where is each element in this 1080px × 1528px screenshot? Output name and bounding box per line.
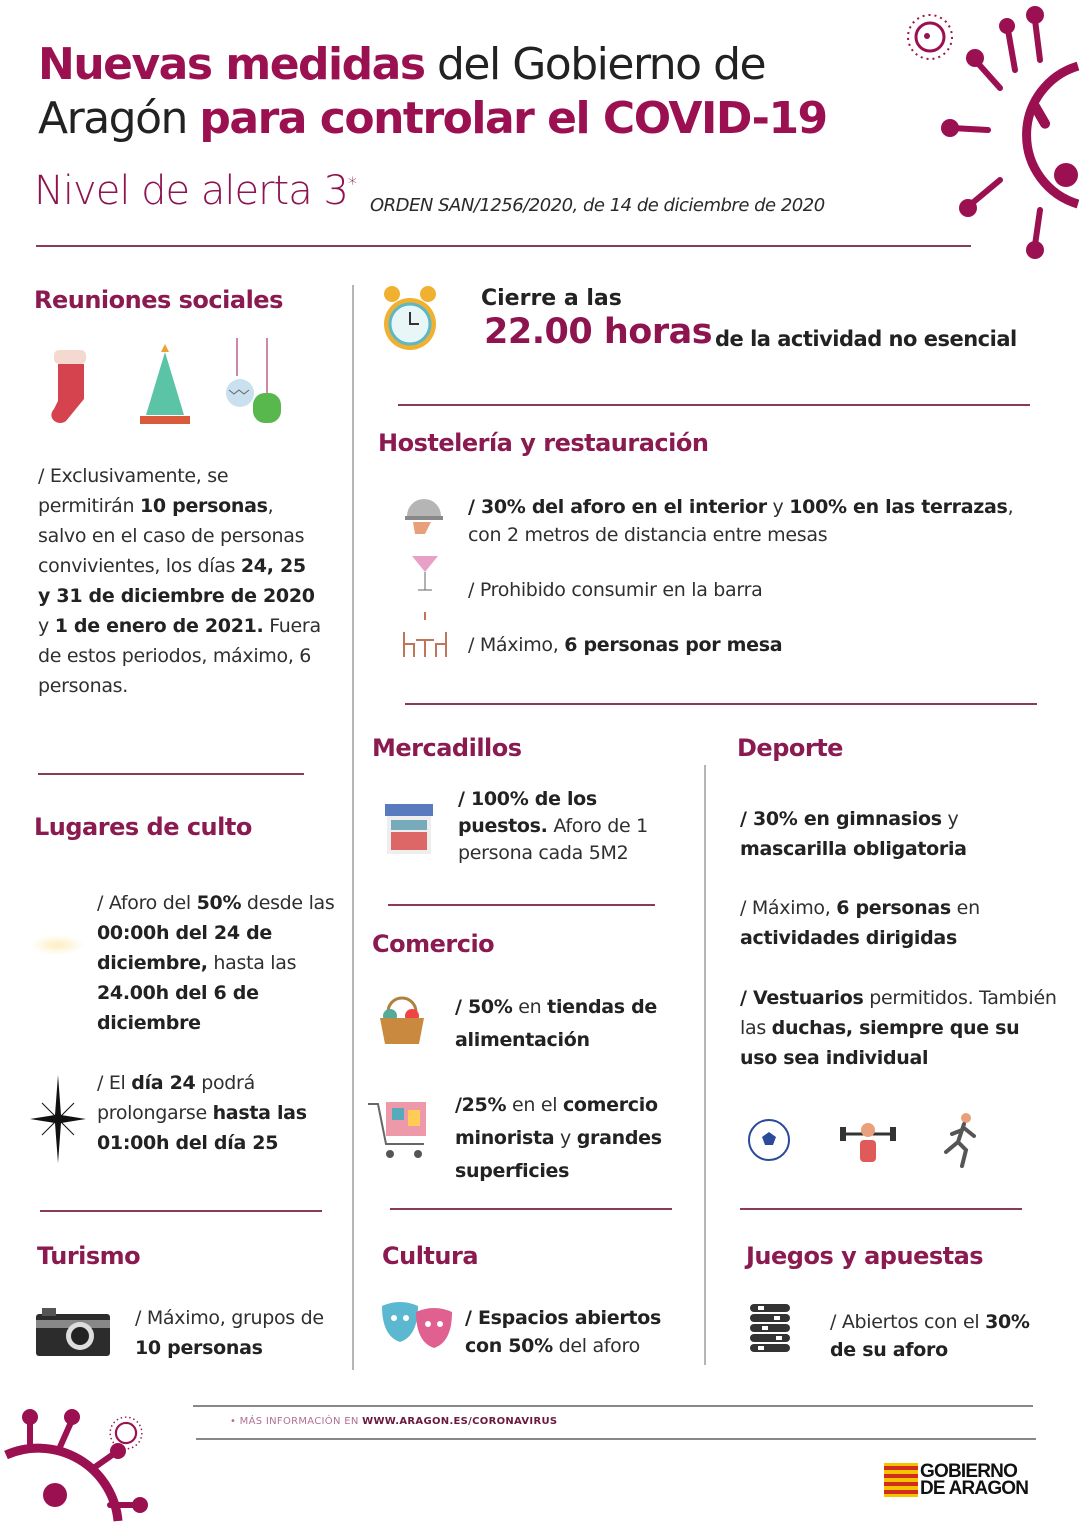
column-divider-right <box>704 765 706 1365</box>
text-segment: hasta las <box>207 952 297 974</box>
bold-text: / Espacios abiertos con 50% <box>465 1307 661 1357</box>
bold-text: 24.00h del 6 de diciembre <box>97 982 259 1034</box>
order-reference: ORDEN SAN/1256/2020, de 14 de diciembre de 2020 <box>370 195 825 216</box>
cierre-time: 22.00 horas <box>484 312 713 352</box>
bold-text: / 30% del aforo en el interior <box>468 496 767 518</box>
text-segment: del aforo <box>552 1335 640 1357</box>
header-divider <box>36 245 971 247</box>
cloche-icon <box>403 492 445 536</box>
bold-text: Nuevas medidas <box>38 39 425 90</box>
reuniones-heading: Reuniones sociales <box>34 286 283 314</box>
cierre-line1: Cierre a las <box>481 286 622 311</box>
bold-text: / 100% de los puestos. <box>458 788 597 837</box>
text-segment: / Máximo, grupos de <box>135 1307 324 1329</box>
more-info-link[interactable]: WWW.ARAGON.ES/CORONAVIRUS <box>362 1416 558 1427</box>
mercadillos-text <box>458 786 683 867</box>
deporte-item-3 <box>740 983 1060 1073</box>
text-segment: , con 2 metros de distancia entre mesas <box>468 496 1014 546</box>
text-segment: / Máximo, <box>468 634 565 656</box>
text-segment: Aforo de 1 persona cada 5M2 <box>458 815 648 864</box>
bold-text: / Vestuarios <box>740 987 864 1009</box>
text-segment: y <box>554 1127 577 1149</box>
bold-text: tiendas de alimentación <box>455 996 658 1051</box>
culto-heading: Lugares de culto <box>34 813 252 841</box>
hosteleria-heading: Hostelería y restauración <box>378 429 709 457</box>
deporte-item-1 <box>740 804 1040 864</box>
bold-text: 30% de su aforo <box>830 1311 1030 1361</box>
hosteleria-item-1 <box>468 493 1038 549</box>
bold-text: /25% <box>455 1094 507 1116</box>
juegos-text <box>830 1308 1030 1364</box>
camera-icon <box>36 1308 110 1356</box>
bold-text: / 50% <box>455 996 513 1018</box>
text-segment: Aragón <box>38 93 200 144</box>
ornaments-icon <box>225 338 285 428</box>
divider <box>40 1210 322 1212</box>
cultura-text <box>465 1304 695 1360</box>
text-segment: / El <box>97 1072 132 1094</box>
bold-text: 6 personas <box>836 897 951 919</box>
title-line-1 <box>38 38 918 92</box>
text-segment: y <box>766 496 790 518</box>
bold-text: 10 personas <box>139 495 268 517</box>
bold-text: 24, 25 y 31 de diciembre de 2020 <box>38 555 315 607</box>
text-segment: del Gobierno de <box>424 39 766 90</box>
footer-divider-bottom <box>196 1438 1036 1440</box>
comercio-item-2 <box>455 1089 695 1188</box>
divider <box>398 404 1030 406</box>
culto-item-2 <box>97 1068 342 1158</box>
alert-footnote-mark: * <box>347 173 356 195</box>
text-segment: desde las <box>241 892 335 914</box>
bold-text: / 30% en gimnasios <box>740 808 942 830</box>
logo-line-1: GOBIERNO <box>920 1461 1018 1482</box>
bold-text: 00:00h del 24 de diciembre, <box>97 922 272 974</box>
juegos-heading: Juegos y apuestas <box>746 1242 984 1270</box>
mercadillos-heading: Mercadillos <box>372 734 522 762</box>
reuniones-text <box>38 461 323 701</box>
alert-level <box>34 168 356 214</box>
casino-chips-icon <box>748 1302 792 1358</box>
christmas-tree-icon <box>136 340 194 428</box>
theater-masks-icon <box>380 1300 456 1352</box>
more-info <box>230 1416 557 1427</box>
cultura-heading: Cultura <box>382 1242 479 1270</box>
bold-text: para controlar el COVID-19 <box>199 93 827 144</box>
text-segment: / Aforo del <box>97 892 197 914</box>
comercio-item-1 <box>455 991 690 1057</box>
bold-text: 1 de enero de 2021. <box>54 615 264 637</box>
deporte-heading: Deporte <box>737 734 843 762</box>
market-stall-icon <box>383 802 435 856</box>
bold-text: 100% en las terrazas <box>789 496 1008 518</box>
small-virus-bottom-icon <box>108 1415 144 1451</box>
bold-text: duchas, siempre que su uso sea individual <box>740 1017 1020 1069</box>
text-segment: / Exclusivamente, se permitirán <box>38 465 229 517</box>
text-segment: permitidos. También las <box>740 987 1057 1039</box>
alert-level-text: Nivel de alerta 3 <box>34 168 348 214</box>
title-line-2 <box>38 92 918 146</box>
text-segment: Fuera de estos periodos, máximo, 6 personas. <box>38 615 321 697</box>
text-segment: en <box>950 897 980 919</box>
divider <box>388 904 655 906</box>
divider <box>405 703 1037 705</box>
turismo-text <box>135 1303 335 1363</box>
divider <box>38 773 304 775</box>
more-info-label: • MÁS INFORMACIÓN EN <box>230 1416 363 1427</box>
divider <box>740 1208 1022 1210</box>
aragon-flag-icon <box>884 1463 918 1497</box>
gobierno-aragon-logo <box>884 1463 1028 1497</box>
alarm-clock-icon <box>380 284 440 356</box>
runner-icon <box>942 1112 980 1168</box>
comercio-heading: Comercio <box>372 930 495 958</box>
culto-item-1 <box>97 888 345 1038</box>
text-segment: y <box>941 808 959 830</box>
bold-text: comercio minorista <box>455 1094 658 1149</box>
text-segment: / Prohibido consumir en la barra <box>468 579 763 601</box>
bold-text: grandes superficies <box>455 1127 662 1182</box>
bold-text: 6 personas por mesa <box>564 634 783 656</box>
star-icon <box>30 1075 86 1163</box>
text-segment: , salvo en el caso de personas convivientes, los días <box>38 495 305 577</box>
shopping-cart-icon <box>366 1098 432 1164</box>
turismo-heading: Turismo <box>37 1242 141 1270</box>
deporte-item-2 <box>740 893 1040 953</box>
cocktail-icon <box>410 550 440 594</box>
cierre-rest: de la actividad no esencial <box>715 327 1017 351</box>
bold-text: actividades dirigidas <box>740 927 957 949</box>
bold-text: 10 personas <box>135 1337 263 1359</box>
grocery-basket-icon <box>376 992 428 1046</box>
page-title <box>38 38 918 146</box>
logo-line-2: DE ARAGON <box>920 1478 1029 1499</box>
divider <box>390 1208 672 1210</box>
bold-text: 50% <box>196 892 242 914</box>
hosteleria-item-2 <box>468 575 1028 605</box>
virus-decoration-icon <box>940 0 1080 260</box>
bold-text: mascarilla obligatoria <box>740 838 967 860</box>
weightlifter-icon <box>838 1118 898 1166</box>
stocking-icon <box>44 342 99 427</box>
bold-text: día 24 <box>131 1072 196 1094</box>
bold-text: hasta las 01:00h del día 25 <box>97 1102 307 1154</box>
text-segment: / Máximo, <box>740 897 837 919</box>
column-divider-left <box>352 285 354 1370</box>
table-chairs-icon <box>400 612 450 660</box>
soccer-ball-icon <box>747 1118 791 1162</box>
hosteleria-item-3 <box>468 630 1028 660</box>
glow-icon <box>30 935 85 955</box>
text-segment: podrá prolongarse <box>97 1072 255 1124</box>
footer-divider-top <box>193 1405 1033 1407</box>
text-segment: en el <box>506 1094 563 1116</box>
text-segment: y <box>38 615 55 637</box>
text-segment: en <box>512 996 548 1018</box>
text-segment: / Abiertos con el <box>830 1311 986 1333</box>
